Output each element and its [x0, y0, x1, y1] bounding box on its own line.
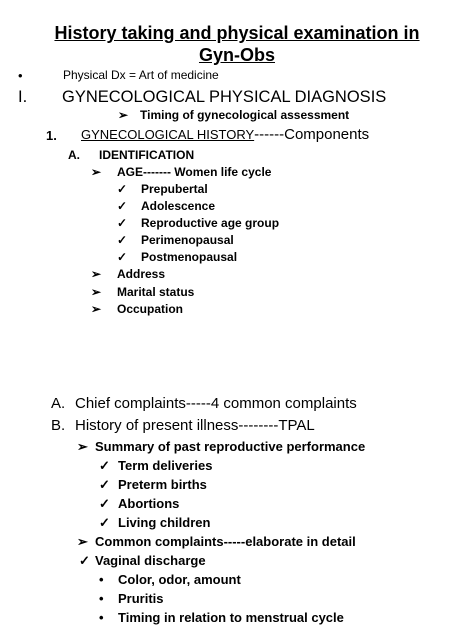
- line-color-odor: Color, odor, amount: [118, 572, 241, 587]
- check-icon: ✓: [117, 182, 128, 196]
- check-icon: ✓: [99, 477, 110, 492]
- document-title-line2: Gyn-Obs: [198, 45, 275, 65]
- line-identification: IDENTIFICATION: [99, 148, 195, 162]
- check-icon: ✓: [117, 233, 128, 247]
- line-chief-complaints: Chief complaints-----4 common complaints: [75, 395, 357, 412]
- arrow-marker: ➢: [77, 439, 88, 454]
- bullet-marker: •: [18, 68, 23, 83]
- bullet-marker: •: [99, 591, 104, 606]
- line-pruritis: Pruritis: [118, 591, 164, 606]
- bullet-marker: •: [99, 572, 104, 587]
- check-icon: ✓: [79, 553, 90, 568]
- check-icon: ✓: [99, 515, 110, 530]
- line-summary-reproductive: Summary of past reproductive performance: [95, 439, 366, 454]
- gyn-history-components: ------Components: [254, 126, 370, 143]
- line-adolescence: Adolescence: [141, 199, 216, 213]
- line-perimenopausal: Perimenopausal: [141, 233, 234, 247]
- line-present-illness: History of present illness--------TPAL: [75, 417, 315, 434]
- line-timing: Timing of gynecological assessment: [140, 108, 350, 122]
- arrow-marker: ➢: [91, 165, 102, 179]
- line-marital-status: Marital status: [117, 285, 195, 299]
- line-abortions: Abortions: [118, 496, 180, 511]
- line-living-children: Living children: [118, 515, 211, 530]
- gyn-history-label: GYNECOLOGICAL HISTORY: [81, 127, 255, 142]
- check-icon: ✓: [99, 458, 110, 473]
- section-heading: GYNECOLOGICAL PHYSICAL DIAGNOSIS: [62, 88, 387, 106]
- line-address: Address: [117, 267, 166, 281]
- numbered-marker: 1.: [46, 128, 57, 143]
- arrow-marker: ➢: [77, 534, 88, 549]
- section-marker: I.: [18, 88, 28, 106]
- line-postmenopausal: Postmenopausal: [141, 250, 238, 264]
- line-preterm-births: Preterm births: [118, 477, 207, 492]
- arrow-marker: ➢: [118, 108, 129, 122]
- document-title-line1: History taking and physical examination in: [54, 23, 420, 43]
- bullet-marker: •: [99, 610, 104, 625]
- arrow-marker: ➢: [91, 302, 102, 316]
- line-reproductive-age: Reproductive age group: [141, 216, 280, 230]
- arrow-marker: ➢: [91, 285, 102, 299]
- check-icon: ✓: [117, 199, 128, 213]
- line-physical-dx: Physical Dx = Art of medicine: [63, 68, 219, 82]
- check-icon: ✓: [117, 216, 128, 230]
- arrow-marker: ➢: [91, 267, 102, 281]
- line-timing-menstrual: Timing in relation to menstrual cycle: [118, 610, 344, 625]
- letter-marker: A.: [68, 148, 80, 162]
- line-term-deliveries: Term deliveries: [118, 458, 213, 473]
- line-gyn-history: [81, 126, 369, 144]
- check-icon: ✓: [99, 496, 110, 511]
- line-vaginal-discharge: Vaginal discharge: [95, 553, 206, 568]
- letter-marker: B.: [51, 417, 66, 434]
- line-occupation: Occupation: [117, 302, 184, 316]
- check-icon: ✓: [117, 250, 128, 264]
- line-age: AGE------- Women life cycle: [117, 165, 272, 179]
- line-common-complaints: Common complaints-----elaborate in detail: [95, 534, 356, 549]
- letter-marker: A.: [51, 395, 66, 412]
- line-prepubertal: Prepubertal: [141, 182, 208, 196]
